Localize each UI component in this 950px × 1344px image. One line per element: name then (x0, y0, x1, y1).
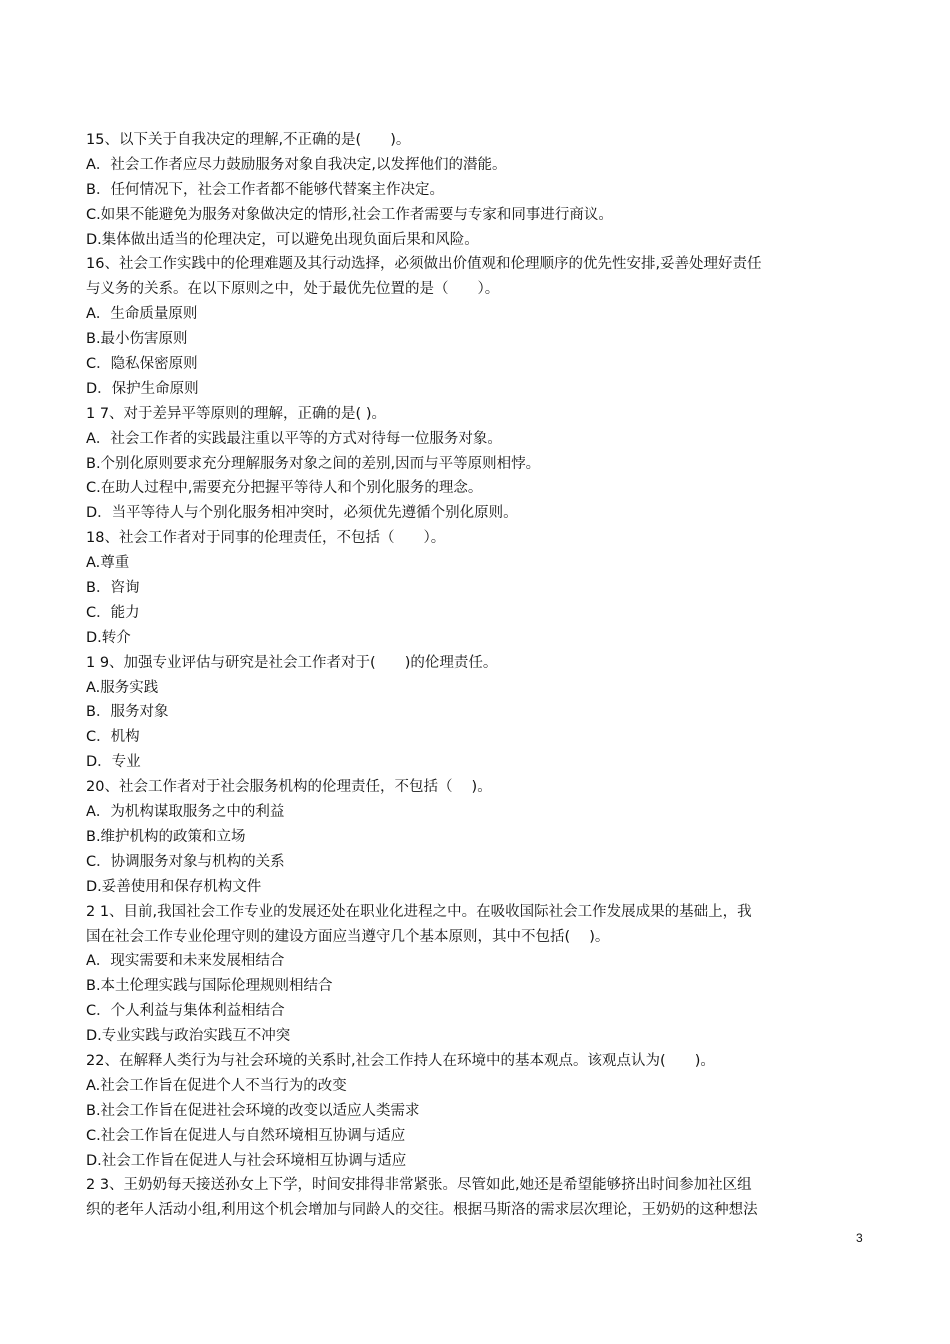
text-line: B．咨询 (86, 580, 140, 597)
text-line: D．专业 (86, 754, 141, 771)
text-line: B.最小伤害原则 (86, 331, 188, 348)
text-line: D．保护生命原则 (86, 380, 199, 397)
text-line: 16、社会工作实践中的伦理难题及其行动选择，必须做出价值观和伦理顺序的优先性安排,妥善处理好责任 (86, 256, 762, 273)
text-line: D.转介 (86, 629, 131, 646)
text-line: C.如果不能避免为服务对象做决定的情形,社会工作者需要与专家和同事进行商议。 (86, 206, 613, 223)
document-body (86, 128, 870, 1223)
text-line: C.社会工作旨在促进人与自然环境相互协调与适应 (86, 1127, 406, 1144)
text-line: 1 7、对于差异平等原则的理解，正确的是( )。 (86, 405, 386, 422)
text-line: B.维护机构的政策和立场 (86, 828, 246, 845)
text-line: A．社会工作者应尽力鼓励服务对象自我决定,以发挥他们的潜能。 (86, 156, 507, 173)
text-line: 22、在解释人类行为与社会环境的关系时,社会工作持人在环境中的基本观点。该观点认为( )。 (86, 1052, 715, 1069)
text-line: A．社会工作者的实践最注重以平等的方式对待每一位服务对象。 (86, 430, 502, 447)
text-line: 1 9、加强专业评估与研究是社会工作者对于( )的伦理责任。 (86, 654, 498, 671)
text-line: 2 3、王奶奶每天接送孙女上下学，时间安排得非常紧张。尽管如此,她还是希望能够挤出时间参加社区组 (86, 1177, 752, 1194)
text-line: 15、以下关于自我决定的理解,不正确的是( )。 (86, 132, 411, 148)
text-line: 20、社会工作者对于社会服务机构的伦理责任，不包括（ )。 (86, 779, 492, 796)
text-line: D．当平等待人与个别化服务相冲突时，必须优先遵循个别化原则。 (86, 505, 518, 522)
text-line: B．任何情况下，社会工作者都不能够代替案主作决定。 (86, 181, 444, 198)
text-line: D.社会工作旨在促进人与社会环境相互协调与适应 (86, 1152, 407, 1169)
text-line: C．机构 (86, 729, 140, 746)
text-line: 国在社会工作专业伦理守则的建设方面应当遵守几个基本原则，其中不包括( )。 (86, 928, 610, 945)
text-line: A．生命质量原则 (86, 306, 198, 323)
text-line: B.个别化原则要求充分理解服务对象之间的差别,因而与平等原则相悖。 (86, 455, 541, 472)
text-line: C．协调服务对象与机构的关系 (86, 853, 285, 870)
text-line: 18、社会工作者对于同事的伦理责任，不包括（ ）。 (86, 530, 446, 547)
text-line: B．服务对象 (86, 704, 169, 721)
text-line: A．为机构谋取服务之中的利益 (86, 804, 285, 821)
text-line: B.本土伦理实践与国际伦理规则相结合 (86, 978, 333, 995)
text-line: B.社会工作旨在促进社会环境的改变以适应人类需求 (86, 1102, 420, 1119)
text-line: 织的老年人活动小组,利用这个机会增加与同龄人的交往。根据马斯洛的需求层次理论，王奶奶的这种想法 (86, 1202, 758, 1219)
text-line: C.在助人过程中,需要充分把握平等待人和个别化服务的理念。 (86, 480, 483, 497)
text-line: A.服务实践 (86, 679, 159, 696)
text-line: C．隐私保密原则 (86, 356, 198, 373)
text-line: D.专业实践与政治实践互不冲突 (86, 1028, 291, 1045)
text-line: D.集体做出适当的伦理决定，可以避免出现负面后果和风险。 (86, 231, 479, 248)
text-line: C．能力 (86, 604, 140, 621)
text-line: C．个人利益与集体利益相结合 (86, 1003, 285, 1020)
text-line: A.社会工作旨在促进个人不当行为的改变 (86, 1077, 347, 1094)
page-number: 3 (856, 1231, 863, 1245)
text-line: 与义务的关系。在以下原则之中，处于最优先位置的是（ ）。 (86, 281, 500, 298)
text-line: 2 1、目前,我国社会工作专业的发展还处在职业化进程之中。在吸收国际社会工作发展成果的基础上，我 (86, 903, 752, 920)
text-line: D.妥善使用和保存机构文件 (86, 878, 262, 895)
text-line: A．现实需要和未来发展相结合 (86, 953, 285, 970)
text-line: A.尊重 (86, 555, 130, 572)
